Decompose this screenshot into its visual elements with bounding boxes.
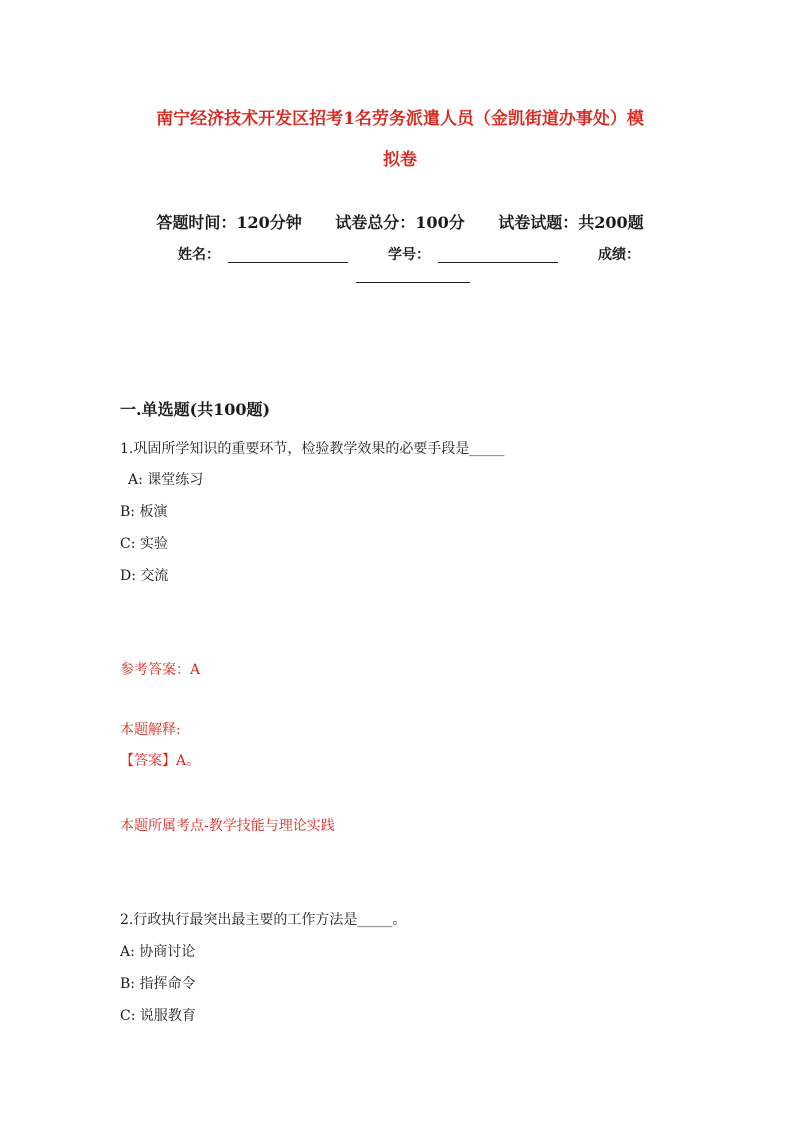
exam-question-count: 试卷试题：共200题 [498,213,644,232]
question-2-stem: 2.行政执行最突出最主要的工作方法是_____。 [120,912,407,928]
student-id-blank [438,262,558,263]
question-1-option-c: C: 实验 [120,536,168,552]
question-1-option-b: B: 板演 [120,504,168,520]
question-2-option-c: C: 说服教育 [120,1008,196,1024]
question-1-stem: 1.巩固所学知识的重要环节，检验教学效果的必要手段是_____ [120,441,505,457]
name-blank [228,262,348,263]
score-blank [356,282,470,283]
question-1-explanation-label: 本题解释: [120,722,181,738]
exam-title-line2: 拟卷 [383,150,417,170]
section-title: 一.单选题(共100题) [120,400,271,419]
question-1-option-a: A: 课堂练习 [128,472,204,488]
question-1-topic: 本题所属考点-教学技能与理论实践 [120,818,335,834]
question-2-option-b: B: 指挥命令 [120,976,196,992]
student-id-label: 学号： [388,247,430,263]
exam-time: 答题时间：120分钟 [156,213,302,232]
score-label: 成绩： [598,247,640,263]
question-1-answer: 参考答案：A [120,662,201,678]
name-label: 姓名： [178,247,220,263]
question-1-option-d: D: 交流 [120,568,169,584]
question-2-option-a: A: 协商讨论 [120,944,196,960]
exam-total-score: 试卷总分：100分 [335,213,465,232]
exam-title-line1: 南宁经济技术开发区招考1名劳务派遣人员（金凯街道办事处）模 [156,109,644,129]
exam-meta-row [100,212,700,234]
question-1-explanation: 【答案】A。 [120,753,201,769]
